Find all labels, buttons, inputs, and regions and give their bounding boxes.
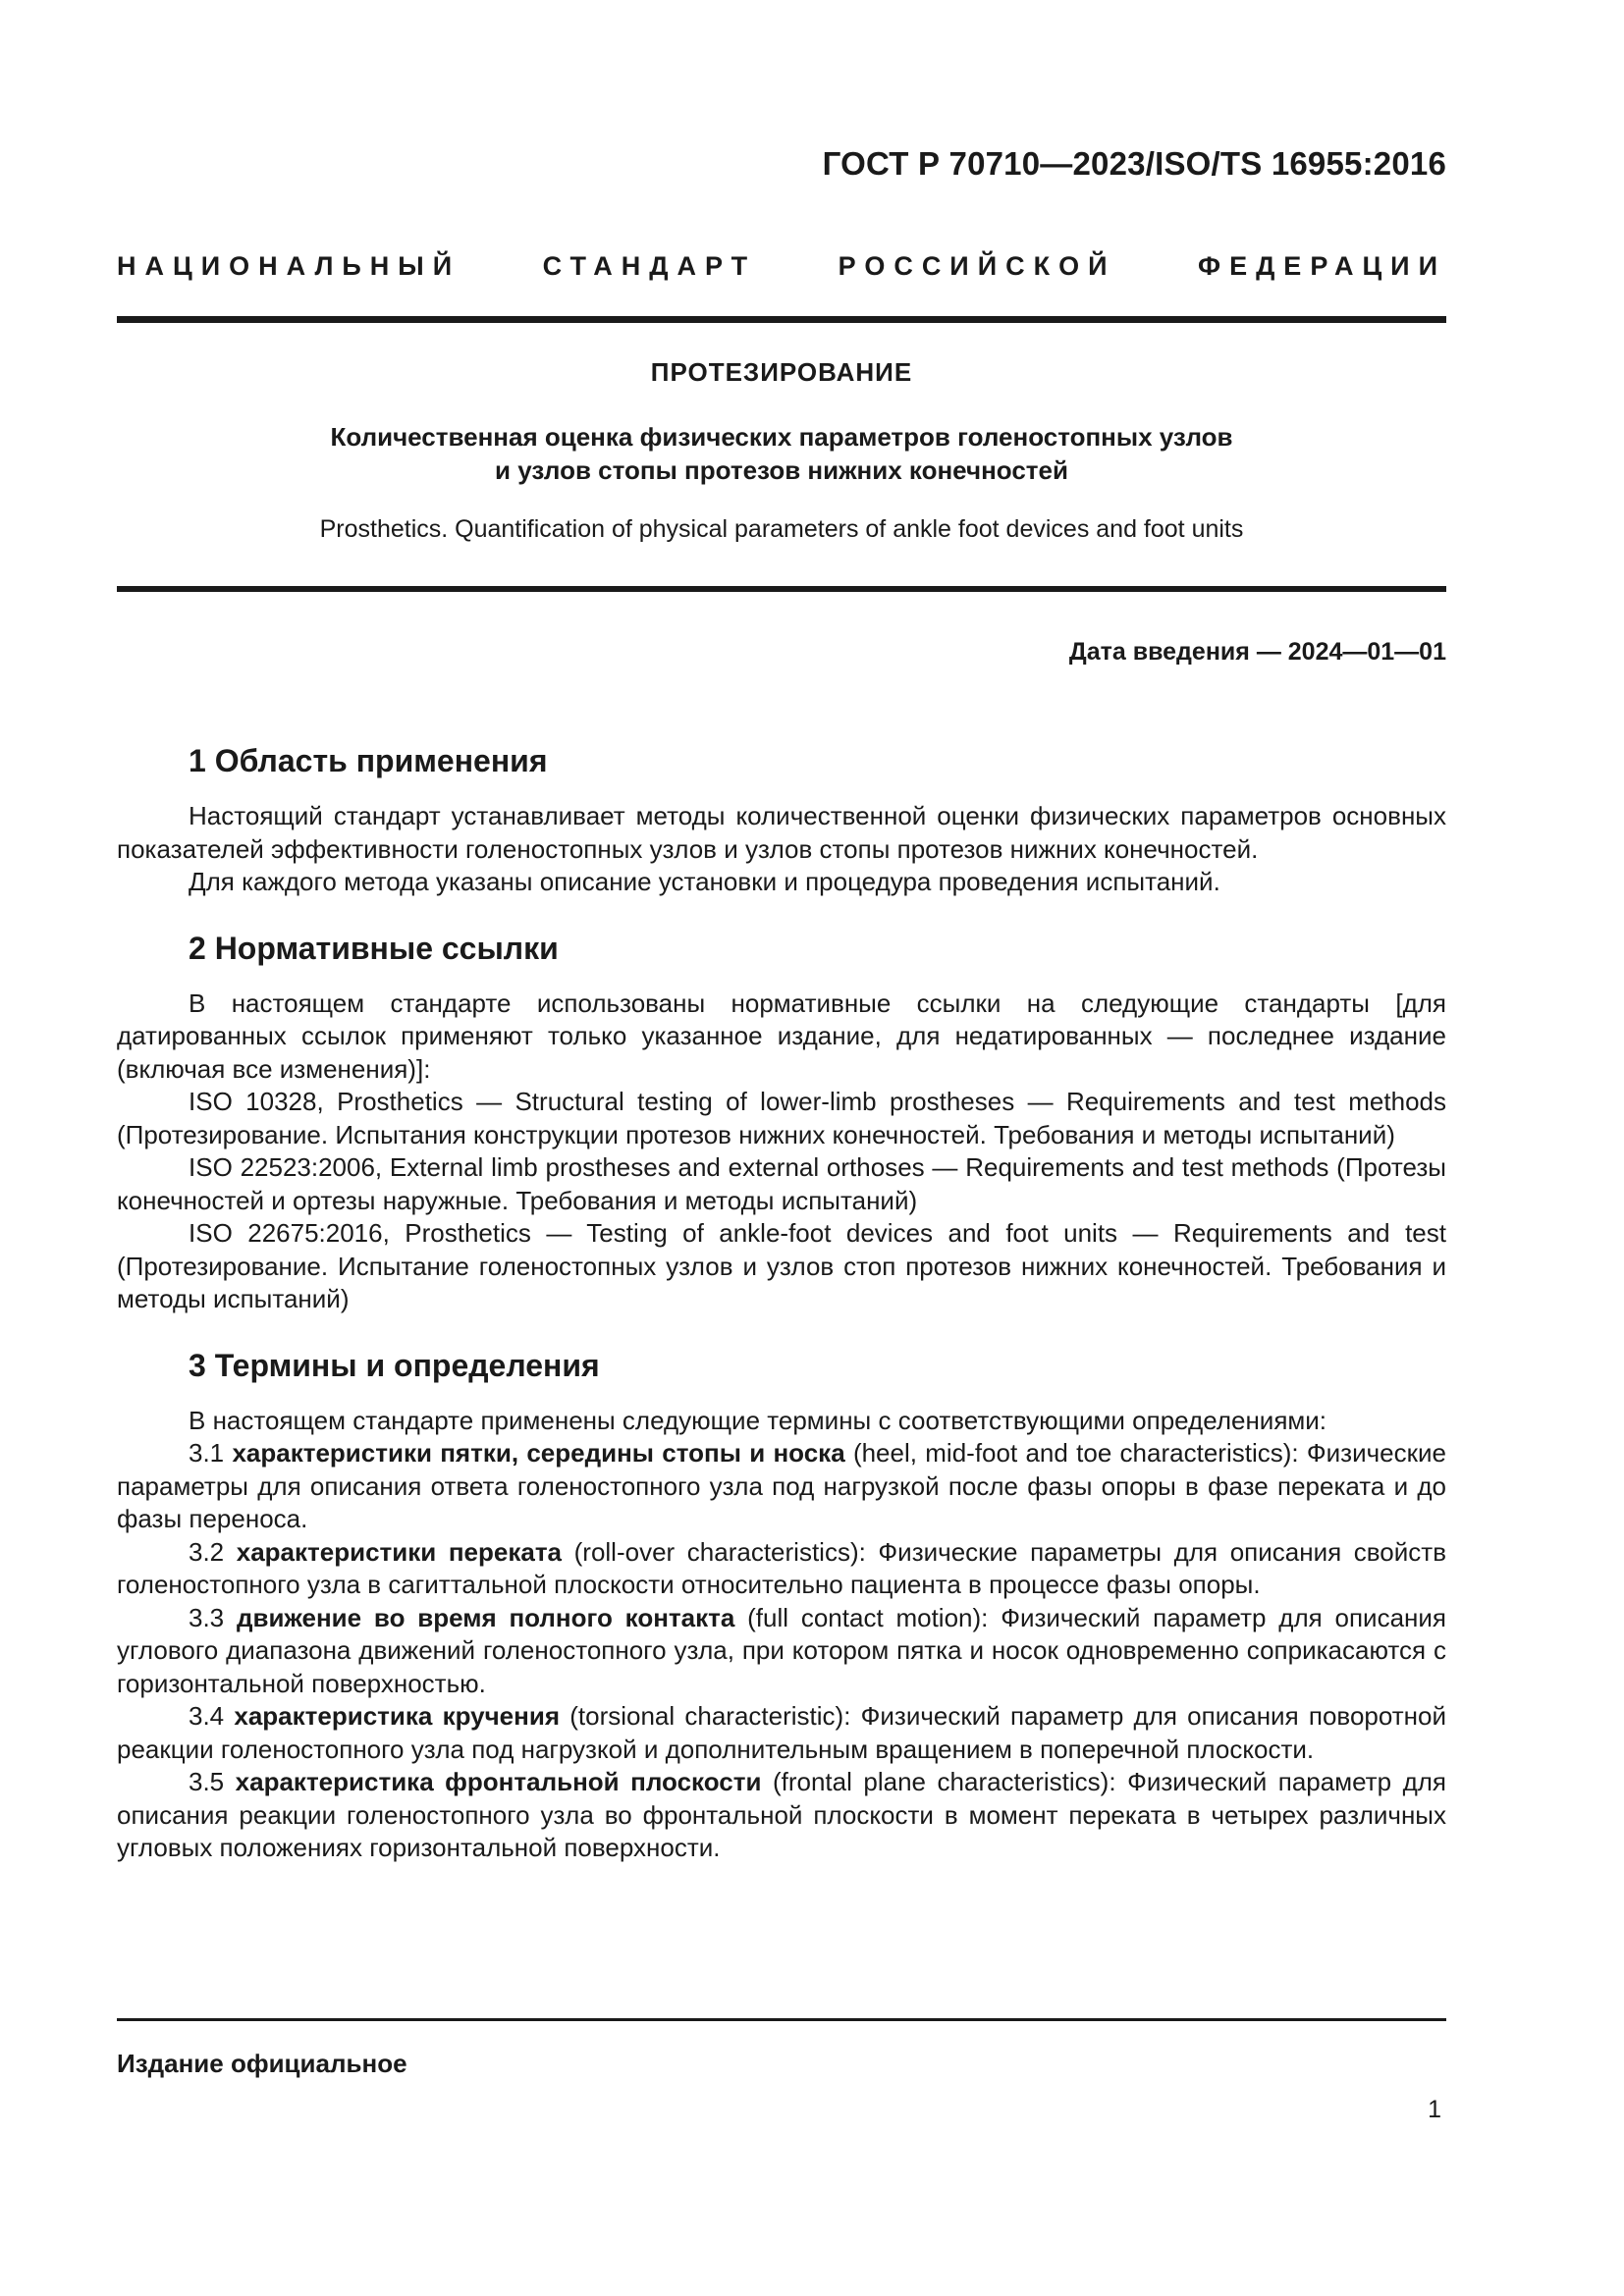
section-scope: [117, 741, 1446, 899]
section-heading: 2 Нормативные ссылки: [189, 930, 559, 966]
term-definition: [117, 1602, 1446, 1701]
document-title: ПРОТЕЗИРОВАНИЕ: [650, 357, 913, 387]
term-number: 3.1: [189, 1438, 233, 1468]
document-subtitle: [117, 420, 1446, 487]
title-divider: [117, 586, 1446, 592]
term-number: 3.3: [189, 1602, 237, 1632]
term-name: характеристики переката: [236, 1536, 563, 1567]
reference-item: ISO 22523:2006, External limb prostheses and external orthoses — Requirements and test methods (Протезы конечностей и ортезы наружные. Требования и методы испытаний): [117, 1152, 1446, 1215]
section-terms-definitions: [117, 1346, 1446, 1865]
term-definition: [117, 1766, 1446, 1865]
reference-item: ISO 10328, Prosthetics — Structural testing of lower-limb prostheses — Requirements and test methods (Протезирование. Испытания конструкции протезов нижних конечностей. Требования и методы испытаний): [117, 1087, 1446, 1149]
term-text: (roll-over characteristics): Физические параметры для описания свойств голеностопного узла в сагиттальной плоскости относительно пациента в процессе фазы опоры.: [117, 1536, 1447, 1599]
term-number: 3.5: [189, 1767, 236, 1796]
term-definition: [117, 1437, 1446, 1536]
introduction-date: Дата введения — 2024—01—01: [1068, 638, 1446, 666]
term-number: 3.4: [189, 1701, 235, 1731]
english-title: Prosthetics. Quantification of physical parameters of ankle foot devices and foot units: [319, 515, 1244, 543]
term-name: характеристика кручения: [234, 1701, 561, 1731]
section-normative-references: [117, 929, 1446, 1316]
document-body: [117, 741, 1446, 1895]
term-definition: [117, 1536, 1446, 1602]
edition-label: Издание официальное: [117, 2049, 407, 2078]
top-divider: [117, 316, 1446, 323]
term-name: характеристика фронтальной плоскости: [235, 1767, 762, 1796]
term-number: 3.2: [189, 1536, 237, 1567]
paragraph: В настоящем стандарте применены следующие термины с соответствующими определениями:: [189, 1405, 1327, 1435]
footer-divider: [117, 2018, 1446, 2021]
term-name: характеристики пятки, середины стопы и носка: [232, 1438, 845, 1468]
national-standard-banner: НАЦИОНАЛЬНЫЙ СТАНДАРТ РОССИЙСКОЙ ФЕДЕРАЦИИ: [117, 251, 1446, 281]
subtitle-line-2: и узлов стопы протезов нижних конечностей: [495, 455, 1068, 485]
term-text: (full contact motion): Физический параметр для описания углового диапазона движений голеностопного узла, при котором пятка и носок одновременно соприкасаются с горизонтальной поверхностью.: [117, 1602, 1446, 1698]
paragraph: Для каждого метода указаны описание установки и процедура проведения испытаний.: [189, 867, 1220, 896]
section-heading: 3 Термины и определения: [189, 1347, 600, 1383]
paragraph: Настоящий стандарт устанавливает методы количественной оценки физических параметров основных показателей эффективности голеностопных узлов и узлов стопы протезов нижних конечностей.: [117, 801, 1446, 864]
page-number: 1: [1428, 2096, 1441, 2123]
term-text: (frontal plane characteristics): Физический параметр для описания реакции голеностопного узла во фронтальной плоскости в момент переката в четырех различных угловых положениях горизонтальной поверхности.: [117, 1767, 1446, 1862]
paragraph: В настоящем стандарте использованы нормативные ссылки на следующие стандарты [для датированных ссылок применяют только указанное издание, для недатированных — последнее издание (включая все изменения)]:: [117, 988, 1446, 1084]
term-text: (heel, mid-foot and toe characteristics): Физические параметры для описания ответа голеностопного узла под нагрузкой после фазы опоры в фазе переката и до фазы переноса.: [117, 1438, 1446, 1533]
reference-item: ISO 22675:2016, Prosthetics — Testing of ankle-foot devices and foot units — Requirements and test (Протезирование. Испытание голеностопных узлов и узлов стоп протезов нижних конечностей. Требования и методы испытаний): [117, 1218, 1446, 1313]
term-name: движение во время полного контакта: [236, 1602, 735, 1632]
document-number: ГОСТ Р 70710—2023/ISO/TS 16955:2016: [822, 145, 1446, 182]
term-definition: [117, 1700, 1446, 1766]
term-text: (torsional characteristic): Физический параметр для описания поворотной реакции голеностопного узла под нагрузкой и дополнительным вращением в поперечной плоскости.: [117, 1701, 1446, 1764]
subtitle-line-1: Количественная оценка физических параметров голеностопных узлов: [330, 422, 1233, 452]
section-heading: 1 Область применения: [189, 743, 548, 778]
